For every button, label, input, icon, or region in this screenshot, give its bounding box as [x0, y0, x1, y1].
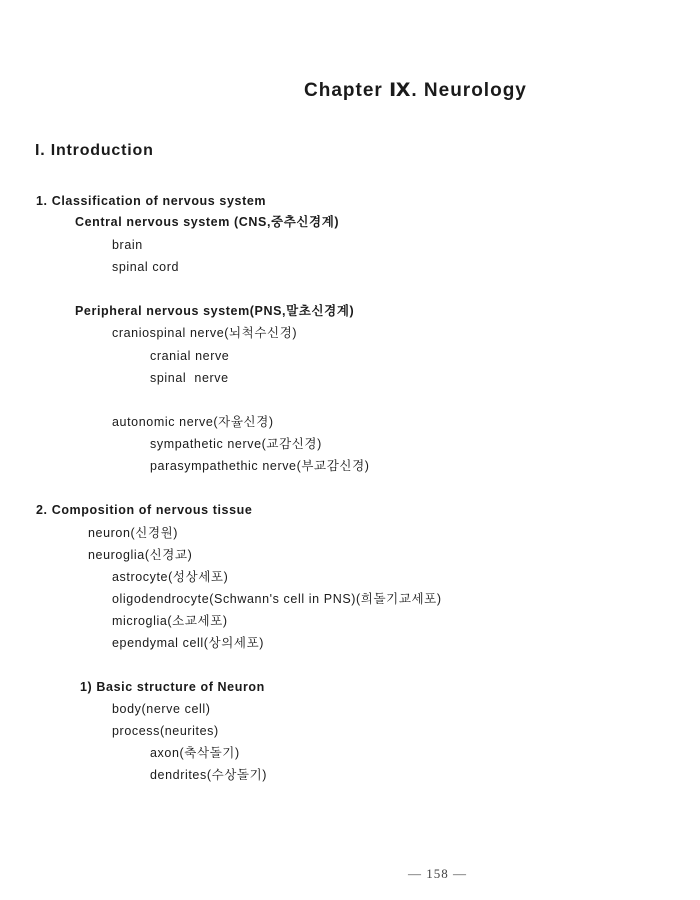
cns-item-spinal-cord: spinal cord — [112, 260, 180, 274]
cns-item-brain: brain — [112, 238, 143, 252]
pns-parasympathetic: parasympathethic nerve(부교감신경) — [150, 459, 370, 473]
neuron-axon: axon(축삭돌기) — [150, 746, 240, 760]
pns-spinal-nerve: spinal nerve — [150, 371, 229, 385]
section-title: I. Introduction — [35, 142, 154, 159]
tissue-neuroglia: neuroglia(신경교) — [88, 548, 193, 562]
glia-ependymal: ependymal cell(상의세포) — [112, 636, 265, 650]
section-heading-classification: 1. Classification of nervous system — [36, 194, 267, 208]
subsection-heading-neuron-structure: 1) Basic structure of Neuron — [80, 680, 265, 694]
pns-autonomic: autonomic nerve(자율신경) — [112, 415, 274, 429]
pns-cranial-nerve: cranial nerve — [150, 349, 230, 363]
neuron-process: process(neurites) — [112, 724, 219, 738]
section-heading-composition: 2. Composition of nervous tissue — [36, 503, 253, 517]
glia-astrocyte: astrocyte(성상세포) — [112, 570, 229, 584]
pns-craniospinal: craniospinal nerve(뇌척수신경) — [112, 326, 298, 340]
pns-sympathetic: sympathetic nerve(교감신경) — [150, 437, 322, 451]
page-number: — 158 — — [408, 866, 467, 881]
tissue-neuron: neuron(신경원) — [88, 526, 179, 540]
neuron-dendrites: dendrites(수상돌기) — [150, 768, 268, 782]
pns-heading: Peripheral nervous system(PNS,말초신경계) — [75, 304, 355, 318]
chapter-title: Chapter Ⅸ. Neurology — [304, 80, 527, 101]
glia-oligodendrocyte: oligodendrocyte(Schwann's cell in PNS)(희돌기교세포) — [112, 592, 442, 606]
neuron-body: body(nerve cell) — [112, 702, 211, 716]
cns-heading: Central nervous system (CNS,중추신경계) — [75, 215, 340, 229]
glia-microglia: microglia(소교세포) — [112, 614, 228, 628]
